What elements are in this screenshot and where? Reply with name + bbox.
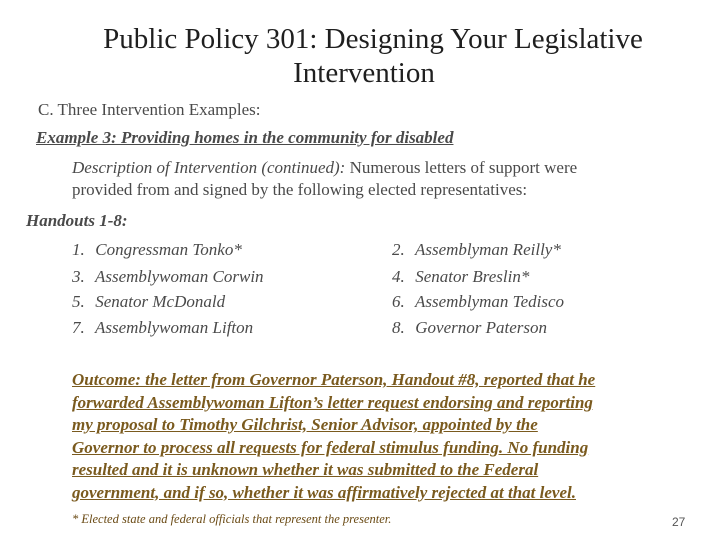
description: [72, 157, 577, 201]
handout-name: Assemblywoman Lifton: [94, 318, 254, 337]
handout-name: Governor Paterson: [415, 318, 547, 337]
handout-name: Senator Breslin*: [415, 267, 530, 286]
handout-item: [72, 240, 242, 260]
description-line-2: provided from and signed by the following elected representatives:: [72, 180, 528, 199]
handouts-label: Handouts 1-8:: [26, 211, 128, 230]
description-lead: Description of Intervention (continued):: [72, 158, 346, 177]
handout-number: 5.: [72, 292, 85, 311]
outcome-line: resulted and it is unknown whether it was submitted to the Federal: [72, 460, 539, 479]
handout-number: 8.: [392, 318, 405, 337]
handout-number: 1.: [72, 240, 85, 259]
outcome-line: my proposal to Timothy Gilchrist, Senior Advisor, appointed by the: [72, 415, 538, 434]
footnote: * Elected state and federal officials that represent the presenter.: [72, 512, 392, 526]
section-subheading: C. Three Intervention Examples:: [38, 100, 261, 119]
outcome-line: government, and if so, whether it was affirmatively rejected at that level.: [72, 482, 576, 502]
handout-item: [72, 318, 253, 338]
description-rest: Numerous letters of support were: [345, 158, 578, 177]
outcome-line: Outcome: the letter from Governor Paterson, Handout #8, reported that he: [72, 370, 596, 389]
handout-name: Assemblyman Tedisco: [414, 292, 565, 311]
handout-item: [72, 267, 264, 287]
handout-number: 6.: [392, 292, 405, 311]
handout-number: 2.: [392, 240, 405, 259]
outcome-line: forwarded Assemblywoman Lifton’s letter request endorsing and reporting: [72, 392, 593, 412]
title-line-1: Public Policy 301: Designing Your Legislative: [103, 23, 643, 55]
handout-item: [392, 240, 561, 260]
handout-item: [392, 292, 564, 312]
outcome-paragraph: [72, 369, 712, 504]
handout-name: Senator McDonald: [95, 292, 226, 311]
page-number: 27: [672, 515, 686, 529]
handout-name: Assemblyman Reilly*: [414, 240, 561, 259]
handout-name: Assemblywoman Corwin: [94, 267, 264, 286]
title-line-2: Intervention: [293, 57, 435, 89]
handout-number: 3.: [72, 267, 85, 286]
handout-item: [392, 267, 529, 287]
handout-number: 4.: [392, 267, 405, 286]
handout-name: Congressman Tonko*: [95, 240, 242, 259]
handout-item: [72, 292, 225, 312]
slide-title: [0, 22, 728, 90]
outcome-line: Governor to process all requests for federal stimulus funding. No funding: [72, 437, 589, 457]
example-heading: Example 3: Providing homes in the community for disabled: [36, 128, 454, 147]
handout-item: [392, 318, 547, 338]
handout-number: 7.: [72, 318, 85, 337]
